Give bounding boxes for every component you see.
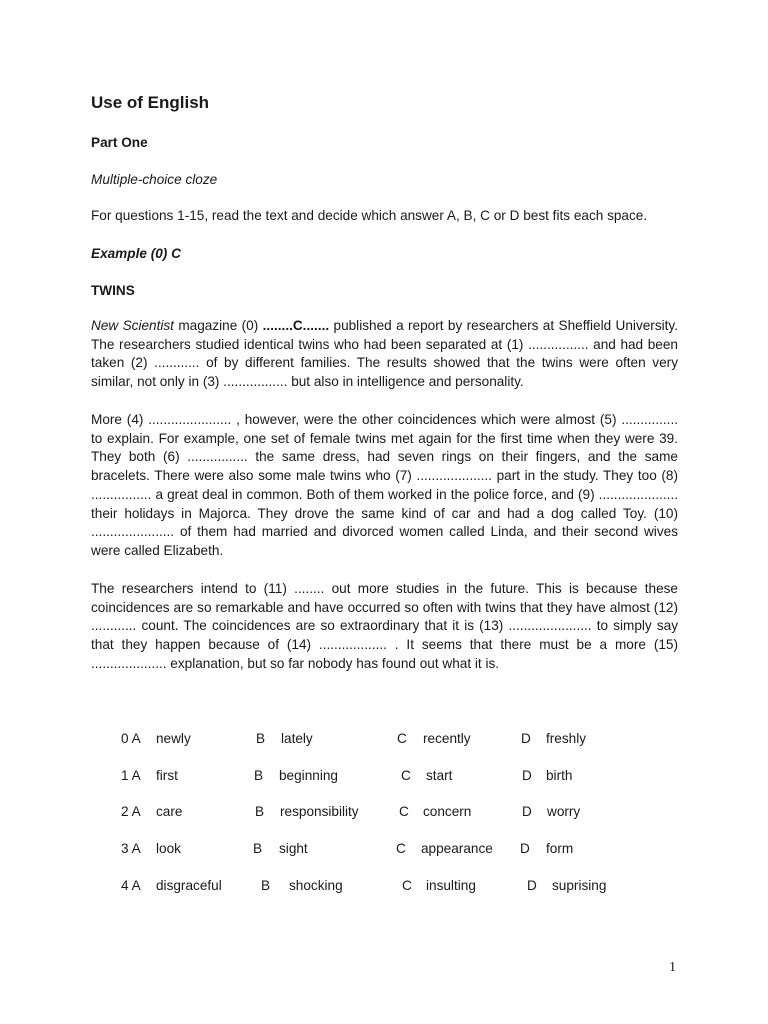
paragraph-1 xyxy=(91,317,678,392)
option-d-letter: D xyxy=(521,731,531,746)
option-d: form xyxy=(546,841,574,856)
paragraph-3: The researchers intend to (11) ........ out more studies in the future. This is because these coincidences are so remarkable and have occurred so often with twins that they have almost (12) ............ count. The coincidences are so extraordinary that it is (13) ...................... to simply say that they happen because of (14) .................. . It seems that there must be a more (15) .................... explanation, but so far nobody has found out what it is. xyxy=(91,581,678,671)
option-a: newly xyxy=(156,731,191,746)
option-row xyxy=(91,804,678,822)
option-a: disgraceful xyxy=(156,878,222,893)
option-b-letter: B xyxy=(261,878,271,893)
option-b: beginning xyxy=(279,768,338,783)
option-row xyxy=(91,731,678,749)
option-d-letter: D xyxy=(522,768,532,783)
option-number: 1 A xyxy=(121,768,141,783)
option-row xyxy=(91,878,678,896)
example-label: Example (0) C xyxy=(91,246,181,261)
option-c-letter: C xyxy=(401,768,411,783)
option-c: appearance xyxy=(421,841,493,856)
option-c-letter: C xyxy=(397,731,407,746)
example-answer: ........C....... xyxy=(262,318,330,333)
option-c-letter: C xyxy=(402,878,412,893)
paragraph-2: More (4) ...................... , however, were the other coincidences which were almost (5) ............... to explain. For example, one set of female twins met again for the first time when they were 39. They both (6) ................ the same dress, had seven rings on their fingers, and the same bracelets. There were also some male twins who (7) .................... part in the study. They too (8) ................ a great deal in common. Both of them worked in the police force, and (9) ..................... their holidays in Majorca. They drove the same kind of car and had a dog called Toy. (10) ...................... of them had married and divorced women called Linda, and their second wives were called Elizabeth. xyxy=(91,412,678,558)
option-b-letter: B xyxy=(254,768,264,783)
option-d: worry xyxy=(547,804,581,819)
option-c-letter: C xyxy=(399,804,409,819)
option-c: insulting xyxy=(426,878,476,893)
instructions-text: For questions 1-15, read the text and decide which answer A, B, C or D best fits each space. xyxy=(91,208,648,223)
option-d: suprising xyxy=(552,878,607,893)
task-subtitle: Multiple-choice cloze xyxy=(91,172,218,187)
part-heading: Part One xyxy=(91,135,148,150)
option-row xyxy=(91,768,678,786)
paragraph-1-text-a: magazine (0) xyxy=(173,318,263,333)
text-title: TWINS xyxy=(91,283,135,298)
page-title: Use of English xyxy=(91,93,210,112)
option-b: responsibility xyxy=(280,804,359,819)
option-c-letter: C xyxy=(396,841,406,856)
option-d: freshly xyxy=(546,731,587,746)
option-b: lately xyxy=(281,731,313,746)
option-number: 0 A xyxy=(121,731,141,746)
option-d-letter: D xyxy=(520,841,530,856)
magazine-name: New Scientist xyxy=(91,318,174,333)
option-a: care xyxy=(156,804,183,819)
option-c: concern xyxy=(423,804,472,819)
option-d-letter: D xyxy=(527,878,537,893)
option-b-letter: B xyxy=(255,804,265,819)
option-b-letter: B xyxy=(253,841,263,856)
option-number: 3 A xyxy=(121,841,141,856)
option-number: 4 A xyxy=(121,878,141,893)
option-b: sight xyxy=(279,841,308,856)
option-d-letter: D xyxy=(522,804,532,819)
option-a: first xyxy=(156,768,178,783)
paragraph-1-text-b: published a report by researchers at Sheffield University. The researchers studied identical twins who had been separated at (1) ................ and had been taken (2) ............ of by different families. The results showed that the twins were often very similar, not only in (3) ................. but also in intelligence and personality. xyxy=(91,318,678,390)
page-number: 1 xyxy=(669,960,676,975)
option-number: 2 A xyxy=(121,804,141,819)
option-d: birth xyxy=(546,768,573,783)
option-a: look xyxy=(156,841,181,856)
option-c: recently xyxy=(423,731,471,746)
option-c: start xyxy=(426,768,453,783)
option-row xyxy=(91,841,678,859)
option-b-letter: B xyxy=(256,731,266,746)
option-b: shocking xyxy=(289,878,343,893)
